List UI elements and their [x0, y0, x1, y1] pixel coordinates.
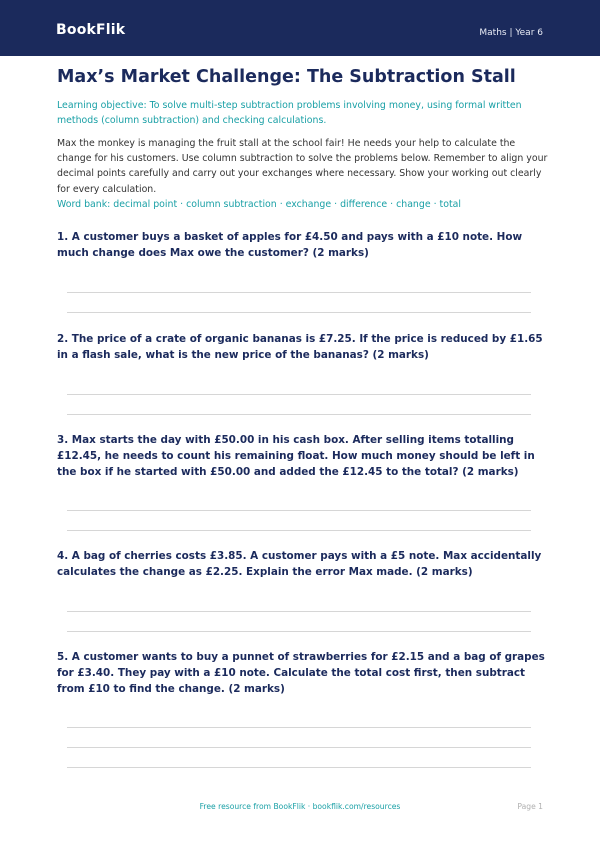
learning-objective: Learning objective: To solve multi-step subtraction problems involving money, using formal written methods (column subtraction) and checking calculations.: [57, 100, 522, 126]
answer-line: [67, 611, 531, 612]
answer-line: [67, 510, 531, 511]
answer-line: [67, 727, 531, 728]
page-number: Page 1: [517, 802, 543, 811]
page-title: Max’s Market Challenge: The Subtraction Stall: [57, 67, 516, 87]
subject-label: Maths | Year 6: [479, 28, 543, 38]
question-2: 2. The price of a crate of organic bananas is £7.25. If the price is reduced by £1.65 in a flash sale, what is the new price of the bananas? (2 marks): [57, 333, 543, 362]
answer-line: [67, 292, 531, 293]
header-bar: [0, 0, 600, 56]
footer-link[interactable]: Free resource from BookFlik · bookflik.com/resources: [199, 802, 401, 811]
answer-line: [67, 414, 531, 415]
answer-line: [67, 312, 531, 313]
answer-line: [67, 631, 531, 632]
word-bank: Word bank: decimal point · column subtraction · exchange · difference · change · total: [57, 199, 461, 210]
question-4: 4. A bag of cherries costs £3.85. A customer pays with a £5 note. Max accidentally calculates the change as £2.25. Explain the error Max made. (2 marks): [57, 550, 542, 579]
question-3: 3. Max starts the day with £50.00 in his cash box. After selling items totalling £12.45, he needs to count his remaining float. How much money should be left in the box if he started with £50.00 and added the £12.45 to the total? (2 marks): [57, 434, 535, 479]
intro-text: Max the monkey is managing the fruit stall at the school fair! He needs your help to calculate the change for his customers. Use column subtraction to solve the problems below. Remember to align your decimal points carefully and carry out your exchanges where necessary. Show your working out clearly for every calculation.: [57, 138, 548, 195]
question-5: 5. A customer wants to buy a punnet of strawberries for £2.15 and a bag of grapes for £3.40. They pay with a £10 note. Calculate the total cost first, then subtract from £10 to find the change. (2 marks): [57, 651, 545, 696]
answer-line: [67, 747, 531, 748]
answer-line: [67, 530, 531, 531]
question-1: 1. A customer buys a basket of apples for £4.50 and pays with a £10 note. How much change does Max owe the customer? (2 marks): [57, 231, 523, 260]
brand-logo[interactable]: BookFlik: [56, 22, 126, 38]
answer-line: [67, 394, 531, 395]
answer-line: [67, 767, 531, 768]
